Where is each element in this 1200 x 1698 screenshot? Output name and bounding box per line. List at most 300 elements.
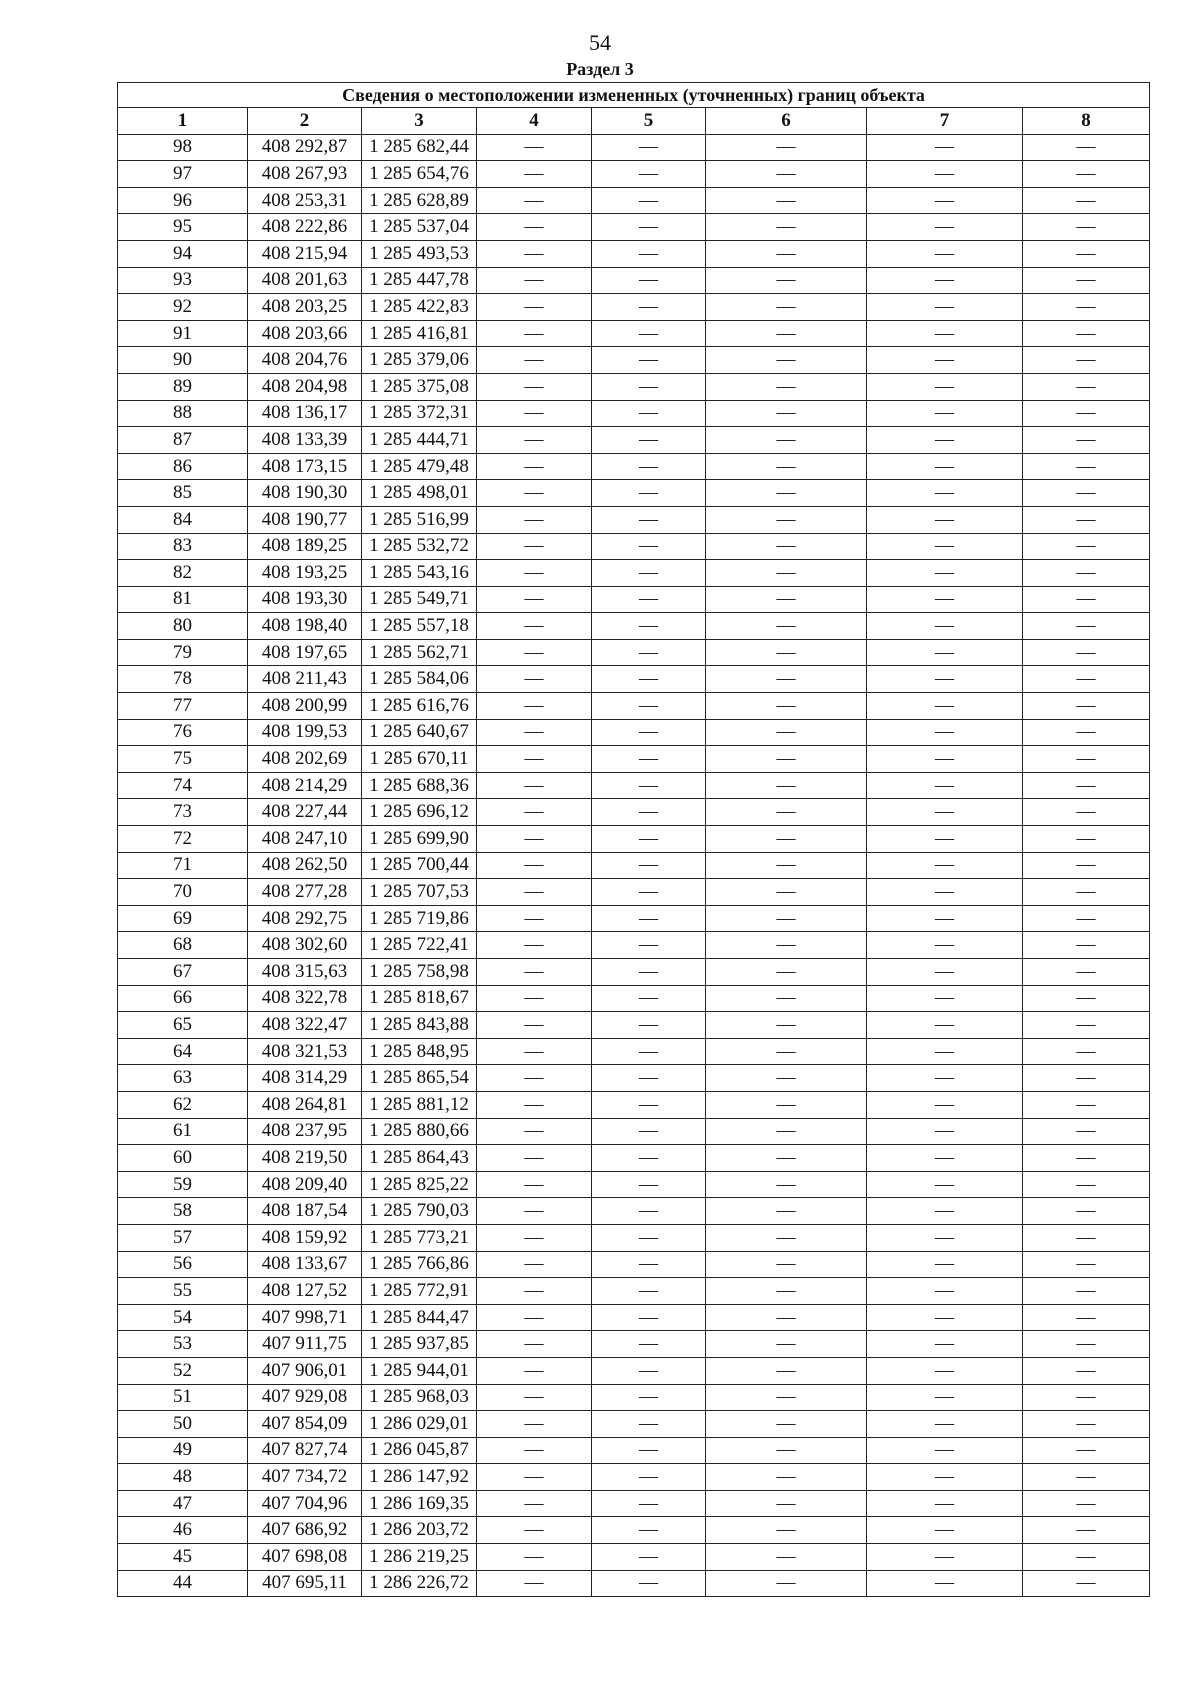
table-row [118,240,1150,267]
x-coordinate-cell: 408 203,66 [248,320,362,347]
empty-value-cell: — [592,560,706,587]
table-row [118,560,1150,587]
y-coordinate-cell: 1 285 375,08 [362,373,477,400]
empty-value-cell: — [1023,1251,1150,1278]
empty-value-cell: — [867,347,1023,374]
empty-value-cell: — [592,1012,706,1039]
empty-value-cell: — [867,1331,1023,1358]
table-row [118,1411,1150,1438]
point-number-cell: 72 [118,826,248,853]
empty-value-cell: — [706,1278,867,1305]
x-coordinate-cell: 408 262,50 [248,852,362,879]
empty-value-cell: — [867,1517,1023,1544]
x-coordinate-cell: 408 214,29 [248,772,362,799]
x-coordinate-cell: 408 127,52 [248,1278,362,1305]
empty-value-cell: — [706,985,867,1012]
empty-value-cell: — [706,959,867,986]
empty-value-cell: — [867,214,1023,241]
y-coordinate-cell: 1 285 549,71 [362,586,477,613]
y-coordinate-cell: 1 285 707,53 [362,879,477,906]
x-coordinate-cell: 407 911,75 [248,1331,362,1358]
point-number-cell: 49 [118,1437,248,1464]
empty-value-cell: — [706,1091,867,1118]
empty-value-cell: — [1023,719,1150,746]
point-number-cell: 65 [118,1012,248,1039]
empty-value-cell: — [706,852,867,879]
empty-value-cell: — [706,1384,867,1411]
point-number-cell: 96 [118,187,248,214]
empty-value-cell: — [867,1411,1023,1438]
y-coordinate-cell: 1 285 444,71 [362,427,477,454]
empty-value-cell: — [1023,1384,1150,1411]
empty-value-cell: — [867,1118,1023,1145]
table-row [118,719,1150,746]
empty-value-cell: — [706,240,867,267]
point-number-cell: 77 [118,693,248,720]
empty-value-cell: — [477,613,592,640]
table-row [118,320,1150,347]
empty-value-cell: — [867,240,1023,267]
empty-value-cell: — [867,1012,1023,1039]
empty-value-cell: — [592,1038,706,1065]
empty-value-cell: — [867,1278,1023,1305]
empty-value-cell: — [477,719,592,746]
y-coordinate-cell: 1 285 682,44 [362,134,477,161]
empty-value-cell: — [592,1091,706,1118]
empty-value-cell: — [477,1251,592,1278]
empty-value-cell: — [592,985,706,1012]
empty-value-cell: — [706,187,867,214]
x-coordinate-cell: 408 315,63 [248,959,362,986]
empty-value-cell: — [867,560,1023,587]
empty-value-cell: — [1023,1038,1150,1065]
empty-value-cell: — [1023,161,1150,188]
empty-value-cell: — [477,1464,592,1491]
table-row [118,826,1150,853]
y-coordinate-cell: 1 285 848,95 [362,1038,477,1065]
x-coordinate-cell: 408 204,98 [248,373,362,400]
empty-value-cell: — [592,214,706,241]
empty-value-cell: — [592,1357,706,1384]
point-number-cell: 76 [118,719,248,746]
empty-value-cell: — [592,1304,706,1331]
empty-value-cell: — [477,453,592,480]
x-coordinate-cell: 408 202,69 [248,746,362,773]
x-coordinate-cell: 408 211,43 [248,666,362,693]
empty-value-cell: — [867,1198,1023,1225]
empty-value-cell: — [706,666,867,693]
empty-value-cell: — [706,1145,867,1172]
empty-value-cell: — [1023,586,1150,613]
empty-value-cell: — [592,1278,706,1305]
empty-value-cell: — [867,852,1023,879]
empty-value-cell: — [867,613,1023,640]
point-number-cell: 85 [118,480,248,507]
empty-value-cell: — [867,1357,1023,1384]
point-number-cell: 86 [118,453,248,480]
table-row [118,959,1150,986]
table-row [118,852,1150,879]
table-row [118,1251,1150,1278]
y-coordinate-cell: 1 285 688,36 [362,772,477,799]
empty-value-cell: — [1023,772,1150,799]
table-row [118,1570,1150,1597]
empty-value-cell: — [592,480,706,507]
empty-value-cell: — [867,267,1023,294]
point-number-cell: 75 [118,746,248,773]
y-coordinate-cell: 1 286 045,87 [362,1437,477,1464]
empty-value-cell: — [592,1065,706,1092]
empty-value-cell: — [706,826,867,853]
point-number-cell: 95 [118,214,248,241]
empty-value-cell: — [1023,852,1150,879]
table-row [118,480,1150,507]
point-number-cell: 94 [118,240,248,267]
empty-value-cell: — [477,1171,592,1198]
empty-value-cell: — [706,1331,867,1358]
empty-value-cell: — [477,427,592,454]
empty-value-cell: — [867,161,1023,188]
table-row [118,1038,1150,1065]
empty-value-cell: — [477,1118,592,1145]
empty-value-cell: — [592,1251,706,1278]
empty-value-cell: — [867,1544,1023,1571]
empty-value-cell: — [706,506,867,533]
empty-value-cell: — [1023,1517,1150,1544]
empty-value-cell: — [592,1570,706,1597]
empty-value-cell: — [477,1304,592,1331]
boundary-coordinates-table [117,82,1150,1597]
empty-value-cell: — [1023,905,1150,932]
x-coordinate-cell: 408 209,40 [248,1171,362,1198]
y-coordinate-cell: 1 285 758,98 [362,959,477,986]
empty-value-cell: — [706,1171,867,1198]
empty-value-cell: — [867,294,1023,321]
point-number-cell: 87 [118,427,248,454]
table-row [118,1198,1150,1225]
empty-value-cell: — [592,905,706,932]
empty-value-cell: — [706,1411,867,1438]
empty-value-cell: — [867,1304,1023,1331]
table-row [118,294,1150,321]
y-coordinate-cell: 1 285 880,66 [362,1118,477,1145]
y-coordinate-cell: 1 285 825,22 [362,1171,477,1198]
empty-value-cell: — [706,1012,867,1039]
empty-value-cell: — [867,134,1023,161]
x-coordinate-cell: 408 190,77 [248,506,362,533]
empty-value-cell: — [1023,214,1150,241]
point-number-cell: 46 [118,1517,248,1544]
empty-value-cell: — [867,480,1023,507]
empty-value-cell: — [477,1091,592,1118]
table-row [118,1091,1150,1118]
empty-value-cell: — [592,1224,706,1251]
empty-value-cell: — [706,134,867,161]
y-coordinate-cell: 1 285 493,53 [362,240,477,267]
empty-value-cell: — [867,799,1023,826]
point-number-cell: 80 [118,613,248,640]
point-number-cell: 74 [118,772,248,799]
empty-value-cell: — [706,586,867,613]
empty-value-cell: — [706,214,867,241]
table-row [118,772,1150,799]
y-coordinate-cell: 1 285 516,99 [362,506,477,533]
empty-value-cell: — [1023,1357,1150,1384]
x-coordinate-cell: 408 197,65 [248,639,362,666]
empty-value-cell: — [706,719,867,746]
y-coordinate-cell: 1 285 843,88 [362,1012,477,1039]
empty-value-cell: — [477,267,592,294]
empty-value-cell: — [592,772,706,799]
empty-value-cell: — [1023,1198,1150,1225]
empty-value-cell: — [706,400,867,427]
empty-value-cell: — [1023,1065,1150,1092]
x-coordinate-cell: 408 193,30 [248,586,362,613]
empty-value-cell: — [706,905,867,932]
x-coordinate-cell: 407 906,01 [248,1357,362,1384]
x-coordinate-cell: 408 193,25 [248,560,362,587]
page-number: 54 [589,30,611,55]
empty-value-cell: — [867,1091,1023,1118]
empty-value-cell: — [706,1517,867,1544]
empty-value-cell: — [1023,746,1150,773]
empty-value-cell: — [1023,480,1150,507]
empty-value-cell: — [706,1304,867,1331]
point-number-cell: 68 [118,932,248,959]
empty-value-cell: — [1023,1145,1150,1172]
empty-value-cell: — [592,693,706,720]
empty-value-cell: — [1023,1464,1150,1491]
empty-value-cell: — [477,1038,592,1065]
y-coordinate-cell: 1 285 422,83 [362,294,477,321]
point-number-cell: 53 [118,1331,248,1358]
empty-value-cell: — [706,294,867,321]
empty-value-cell: — [867,1038,1023,1065]
empty-value-cell: — [1023,666,1150,693]
point-number-cell: 50 [118,1411,248,1438]
y-coordinate-cell: 1 286 147,92 [362,1464,477,1491]
y-coordinate-cell: 1 285 447,78 [362,267,477,294]
empty-value-cell: — [592,240,706,267]
empty-value-cell: — [1023,427,1150,454]
empty-value-cell: — [706,1357,867,1384]
empty-value-cell: — [477,799,592,826]
x-coordinate-cell: 407 929,08 [248,1384,362,1411]
table-row [118,586,1150,613]
empty-value-cell: — [867,719,1023,746]
empty-value-cell: — [706,1544,867,1571]
x-coordinate-cell: 408 277,28 [248,879,362,906]
point-number-cell: 66 [118,985,248,1012]
y-coordinate-cell: 1 285 640,67 [362,719,477,746]
empty-value-cell: — [1023,134,1150,161]
y-coordinate-cell: 1 286 219,25 [362,1544,477,1571]
empty-value-cell: — [477,1065,592,1092]
y-coordinate-cell: 1 285 818,67 [362,985,477,1012]
empty-value-cell: — [1023,240,1150,267]
column-header: 6 [706,108,867,135]
empty-value-cell: — [867,826,1023,853]
empty-value-cell: — [592,1118,706,1145]
y-coordinate-cell: 1 285 766,86 [362,1251,477,1278]
empty-value-cell: — [706,693,867,720]
empty-value-cell: — [706,161,867,188]
empty-value-cell: — [1023,1411,1150,1438]
empty-value-cell: — [867,320,1023,347]
empty-value-cell: — [592,879,706,906]
column-header: 8 [1023,108,1150,135]
empty-value-cell: — [867,905,1023,932]
empty-value-cell: — [867,985,1023,1012]
empty-value-cell: — [706,1437,867,1464]
empty-value-cell: — [477,932,592,959]
empty-value-cell: — [477,1437,592,1464]
y-coordinate-cell: 1 286 226,72 [362,1570,477,1597]
column-header: 5 [592,108,706,135]
table-row [118,1437,1150,1464]
empty-value-cell: — [706,1490,867,1517]
empty-value-cell: — [592,347,706,374]
x-coordinate-cell: 408 201,63 [248,267,362,294]
empty-value-cell: — [477,666,592,693]
x-coordinate-cell: 408 321,53 [248,1038,362,1065]
empty-value-cell: — [706,560,867,587]
empty-value-cell: — [477,1145,592,1172]
empty-value-cell: — [867,959,1023,986]
y-coordinate-cell: 1 285 557,18 [362,613,477,640]
empty-value-cell: — [1023,879,1150,906]
empty-value-cell: — [1023,1437,1150,1464]
empty-value-cell: — [1023,453,1150,480]
point-number-cell: 82 [118,560,248,587]
empty-value-cell: — [592,533,706,560]
point-number-cell: 61 [118,1118,248,1145]
point-number-cell: 67 [118,959,248,986]
empty-value-cell: — [477,1012,592,1039]
point-number-cell: 59 [118,1171,248,1198]
empty-value-cell: — [477,959,592,986]
x-coordinate-cell: 407 704,96 [248,1490,362,1517]
y-coordinate-cell: 1 285 532,72 [362,533,477,560]
point-number-cell: 71 [118,852,248,879]
x-coordinate-cell: 408 264,81 [248,1091,362,1118]
empty-value-cell: — [477,746,592,773]
x-coordinate-cell: 408 199,53 [248,719,362,746]
x-coordinate-cell: 408 187,54 [248,1198,362,1225]
point-number-cell: 62 [118,1091,248,1118]
empty-value-cell: — [1023,613,1150,640]
empty-value-cell: — [1023,1570,1150,1597]
y-coordinate-cell: 1 285 562,71 [362,639,477,666]
empty-value-cell: — [1023,985,1150,1012]
y-coordinate-cell: 1 285 865,54 [362,1065,477,1092]
empty-value-cell: — [477,373,592,400]
empty-value-cell: — [477,1278,592,1305]
empty-value-cell: — [1023,1171,1150,1198]
y-coordinate-cell: 1 285 722,41 [362,932,477,959]
x-coordinate-cell: 408 133,67 [248,1251,362,1278]
y-coordinate-cell: 1 286 169,35 [362,1490,477,1517]
y-coordinate-cell: 1 285 937,85 [362,1331,477,1358]
empty-value-cell: — [706,639,867,666]
empty-value-cell: — [592,1464,706,1491]
table-row [118,1171,1150,1198]
x-coordinate-cell: 408 173,15 [248,453,362,480]
empty-value-cell: — [1023,932,1150,959]
table-row [118,1331,1150,1358]
empty-value-cell: — [1023,267,1150,294]
empty-value-cell: — [477,639,592,666]
empty-value-cell: — [592,1384,706,1411]
empty-value-cell: — [867,746,1023,773]
x-coordinate-cell: 408 133,39 [248,427,362,454]
table-row [118,746,1150,773]
point-number-cell: 55 [118,1278,248,1305]
point-number-cell: 78 [118,666,248,693]
empty-value-cell: — [592,1171,706,1198]
empty-value-cell: — [706,480,867,507]
y-coordinate-cell: 1 285 616,76 [362,693,477,720]
empty-value-cell: — [1023,693,1150,720]
x-coordinate-cell: 408 190,30 [248,480,362,507]
x-coordinate-cell: 407 827,74 [248,1437,362,1464]
empty-value-cell: — [867,1490,1023,1517]
empty-value-cell: — [592,826,706,853]
empty-value-cell: — [592,506,706,533]
empty-value-cell: — [867,1570,1023,1597]
x-coordinate-cell: 408 292,87 [248,134,362,161]
empty-value-cell: — [1023,1012,1150,1039]
section-title: Раздел 3 [566,59,634,79]
table-row [118,1517,1150,1544]
empty-value-cell: — [477,480,592,507]
point-number-cell: 91 [118,320,248,347]
y-coordinate-cell: 1 285 416,81 [362,320,477,347]
table-row [118,400,1150,427]
empty-value-cell: — [477,772,592,799]
empty-value-cell: — [592,932,706,959]
table-row [118,932,1150,959]
empty-value-cell: — [706,453,867,480]
table-row [118,879,1150,906]
point-number-cell: 44 [118,1570,248,1597]
point-number-cell: 56 [118,1251,248,1278]
table-row [118,1357,1150,1384]
y-coordinate-cell: 1 285 543,16 [362,560,477,587]
empty-value-cell: — [1023,959,1150,986]
empty-value-cell: — [706,1570,867,1597]
table-row [118,1065,1150,1092]
point-number-cell: 90 [118,347,248,374]
empty-value-cell: — [592,1544,706,1571]
y-coordinate-cell: 1 285 498,01 [362,480,477,507]
x-coordinate-cell: 408 322,78 [248,985,362,1012]
table-row [118,347,1150,374]
table-row [118,613,1150,640]
empty-value-cell: — [706,1065,867,1092]
empty-value-cell: — [1023,373,1150,400]
y-coordinate-cell: 1 285 654,76 [362,161,477,188]
empty-value-cell: — [867,1251,1023,1278]
table-row [118,453,1150,480]
y-coordinate-cell: 1 285 670,11 [362,746,477,773]
empty-value-cell: — [867,506,1023,533]
empty-value-cell: — [477,693,592,720]
empty-value-cell: — [477,161,592,188]
point-number-cell: 52 [118,1357,248,1384]
empty-value-cell: — [867,1464,1023,1491]
empty-value-cell: — [1023,639,1150,666]
